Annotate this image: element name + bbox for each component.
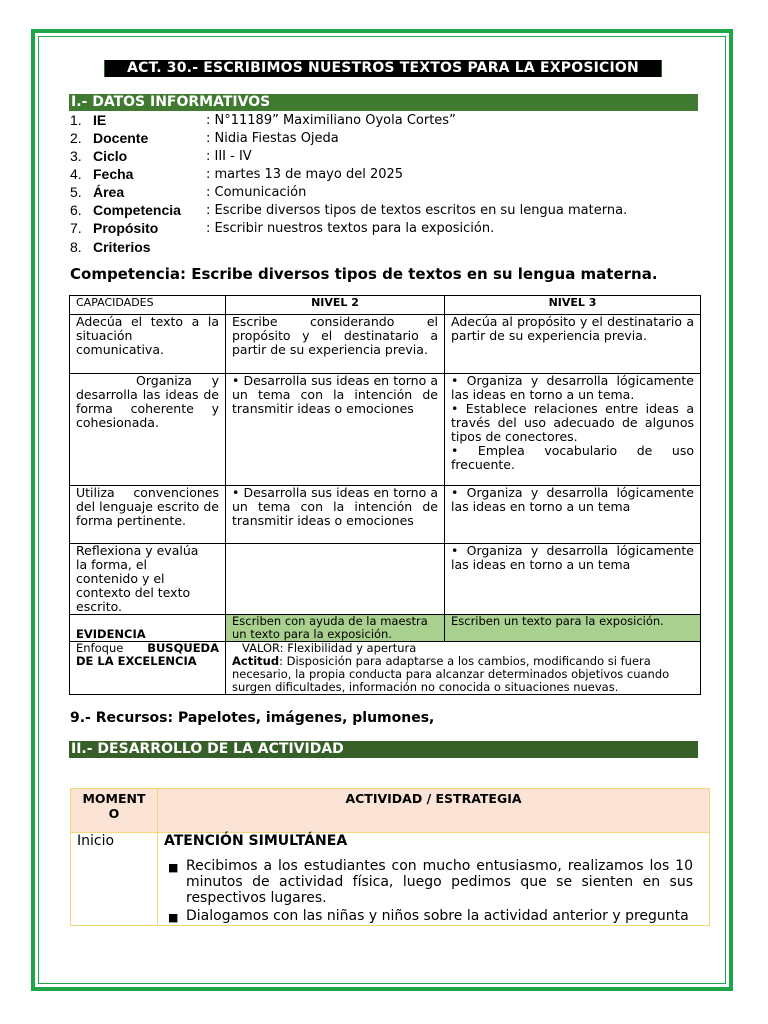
header-momento: MOMENTO — [71, 789, 158, 833]
info-value: : Nidia Fiestas Ojeda — [206, 131, 339, 146]
list-item-text: Recibimos a los estudiantes con mucho entusiasmo, realizamos los 10 minutos de actividad física, luego pedimos que se sienten en sus respectivos lugares. — [186, 858, 693, 906]
square-bullet-icon: ■ — [168, 911, 179, 924]
list-item — [164, 908, 693, 924]
nivel-3-cell: • Organiza y desarrolla lógicamente las ideas en torno a un tema — [445, 544, 701, 615]
nivel-3-cell: • Organiza y desarrolla lógicamente las ideas en torno a un tema — [445, 486, 701, 544]
actitud-text — [232, 655, 694, 694]
document-title: ACT. 30.- ESCRIBIMOS NUESTROS TEXTOS PARA LA EXPOSICION — [105, 60, 661, 77]
capacidad-cell — [70, 374, 226, 486]
table-header-row — [70, 296, 701, 315]
actividad-subtitle: ATENCIÓN SIMULTÁNEA — [164, 833, 348, 849]
table-row — [70, 544, 701, 615]
nivel-3-item: • Establece relaciones entre ideas a través del uso adecuado de algunos tipos de conectores. — [451, 401, 694, 444]
evidencia-nivel-3: Escriben un texto para la exposición. — [445, 615, 701, 642]
recursos-line: 9.- Recursos: Papelotes, imágenes, plumones, — [70, 710, 435, 726]
capacidad-text: Organiza y desarrolla las ideas de forma coherente y cohesionada. — [76, 373, 219, 430]
evidencia-row — [70, 615, 701, 642]
section-desarrollo: II.- DESARROLLO DE LA ACTIVIDAD — [69, 741, 698, 758]
info-value: : Comunicación — [206, 185, 307, 200]
enfoque-row — [70, 642, 701, 695]
nivel-2-cell — [226, 544, 445, 615]
header-actividad: ACTIVIDAD / ESTRATEGIA — [158, 789, 710, 833]
header-nivel-2: NIVEL 2 — [226, 296, 445, 315]
info-number: 7. — [70, 220, 82, 236]
nivel-3-item: • Emplea vocabulario de uso frecuente. — [451, 443, 694, 472]
capacidades-table — [69, 295, 701, 695]
enfoque-name: BUSQUEDA DE LA EXCELENCIA — [76, 641, 219, 668]
info-value: : Escribir nuestros textos para la exposición. — [206, 221, 495, 236]
info-number: 1. — [70, 112, 82, 128]
info-number: 8. — [70, 239, 82, 255]
info-number: 3. — [70, 148, 82, 164]
list-item — [164, 858, 693, 906]
nivel-2-cell: • Desarrolla sus ideas en torno a un tema con la intención de transmitir ideas o emociones — [226, 374, 445, 486]
capacidad-cell: Reflexiona y evalúa la forma, el contenido y el contexto del texto escrito. — [70, 544, 226, 615]
document-title-bar — [104, 60, 662, 77]
table-row — [70, 315, 701, 374]
section-datos-informativos: I.- DATOS INFORMATIVOS — [69, 94, 698, 111]
valor-text: VALOR: Flexibilidad y apertura — [242, 641, 417, 655]
actitud-body: : Disposición para adaptarse a los cambios, modificando si fuera necesario, la propia conducta para alcanzar determinados objetivos cuando surgen dificultades, información no conocida o situaciones nuevas. — [232, 654, 670, 694]
info-label: Criterios — [93, 239, 151, 255]
momentos-header-row — [71, 789, 710, 833]
enfoque-cell — [70, 642, 226, 695]
square-bullet-icon: ■ — [168, 861, 179, 874]
header-capacidades: CAPACIDADES — [70, 296, 226, 315]
info-value: : Escribe diversos tipos de textos escritos en su lengua materna. — [206, 203, 628, 218]
nivel-2-cell: • Desarrolla sus ideas en torno a un tema con la intención de transmitir ideas o emociones — [226, 486, 445, 544]
nivel-2-cell: Escribe considerando el propósito y el destinatario a partir de su experiencia previa. — [226, 315, 445, 374]
header-nivel-3: NIVEL 3 — [445, 296, 701, 315]
nivel-3-cell — [445, 374, 701, 486]
actitud-label: Actitud — [232, 654, 280, 668]
valor-actitud-cell — [226, 642, 701, 695]
info-label: Fecha — [93, 166, 134, 182]
momentos-table — [70, 788, 710, 926]
info-number: 4. — [70, 166, 82, 182]
info-number: 6. — [70, 202, 82, 218]
evidencia-label — [70, 615, 226, 642]
nivel-3-cell: Adecúa al propósito y el destinatario a partir de su experiencia previa. — [445, 315, 701, 374]
info-number: 2. — [70, 130, 82, 146]
info-value: : martes 13 de mayo del 2025 — [206, 167, 404, 182]
table-row — [70, 486, 701, 544]
evidencia-nivel-2: Escriben con ayuda de la maestra un texto para la exposición. — [226, 615, 445, 642]
nivel-3-item: • Organiza y desarrolla lógicamente las ideas en torno a un tema. — [451, 373, 694, 402]
list-item-text: Dialogamos con las niñas y niños sobre la actividad anterior y pregunta — [186, 908, 689, 924]
info-label: Propósito — [93, 220, 159, 236]
momentos-row — [71, 833, 710, 926]
info-label: Competencia — [93, 202, 181, 218]
info-label: Ciclo — [93, 148, 128, 164]
info-label: Área — [93, 184, 125, 200]
momento-cell: Inicio — [71, 833, 158, 926]
info-label: Docente — [93, 130, 149, 146]
evidencia-label-text: EVIDENCIA — [76, 627, 146, 641]
actividad-cell — [158, 833, 710, 926]
info-number: 5. — [70, 184, 82, 200]
info-value: : N°11189” Maximiliano Oyola Cortes” — [206, 113, 456, 128]
table-row — [70, 374, 701, 486]
capacidad-cell: Utiliza convenciones del lenguaje escrito de forma pertinente. — [70, 486, 226, 544]
info-label: IE — [93, 112, 107, 128]
enfoque-prefix: Enfoque — [76, 641, 124, 655]
info-value: : III - IV — [206, 149, 252, 164]
competencia-title: Competencia: Escribe diversos tipos de textos en su lengua materna. — [70, 265, 658, 283]
capacidad-cell: Adecúa el texto a la situación comunicativa. — [70, 315, 226, 374]
